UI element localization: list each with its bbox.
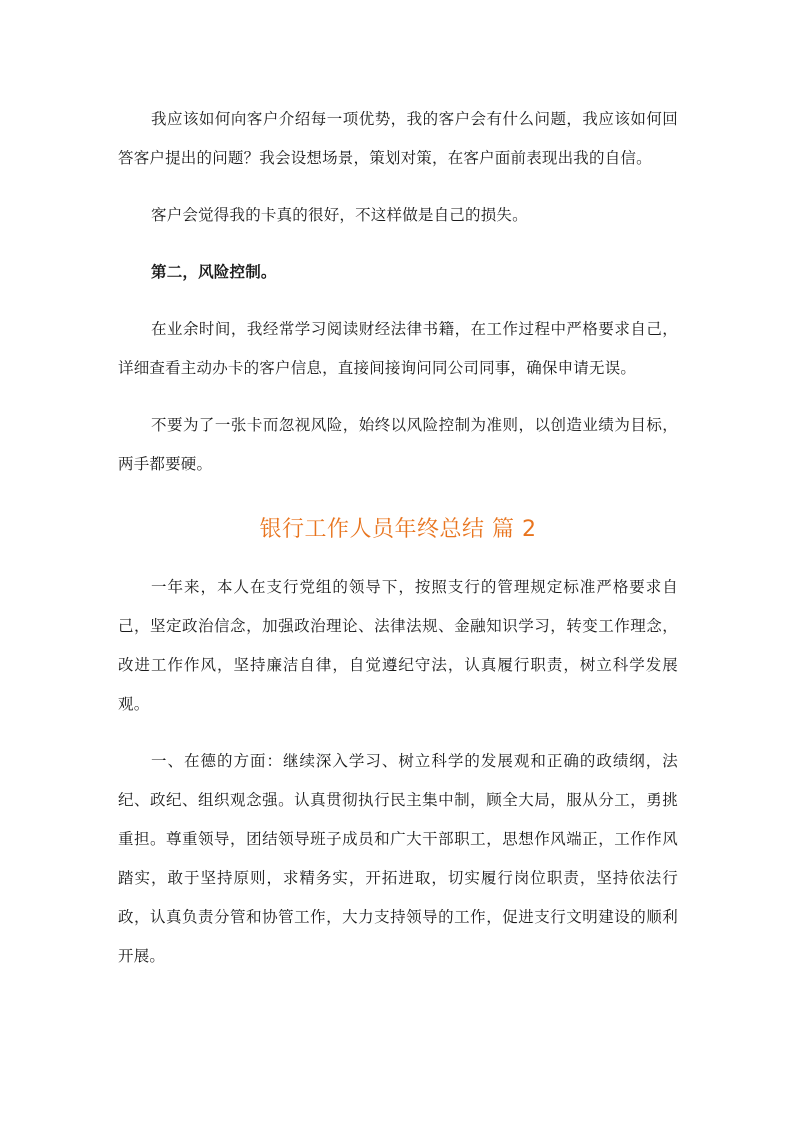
paragraph-spare-time-study: 在业余时间，我经常学习阅读财经法律书籍，在工作过程中严格要求自己，详细查看主动办卡的客户信息，直接间接询问同公司同事，确保申请无误。 bbox=[118, 320, 678, 377]
paragraph-customer-questions: 我应该如何向客户介绍每一项优势，我的客户会有什么问题，我应该如何回答客户提出的问题？我会设想场景，策划对策，在客户面前表现出我的自信。 bbox=[118, 110, 678, 167]
paragraph-customer-feeling: 客户会觉得我的卡真的很好，不这样做是自己的损失。 bbox=[151, 206, 528, 224]
paragraph-risk-principle: 不要为了一张卡而忽视风险，始终以风险控制为准则，以创造业绩为目标，两手都要硬。 bbox=[118, 416, 678, 473]
paragraph-year-summary: 一年来，本人在支行党组的领导下，按照支行的管理规定标准严格要求自己，坚定政治信念，加强政治理论、法律法规、金融知识学习，转变工作理念，改进工作作风，坚持廉洁自律，自觉遵纪守法，认真履行职责，树立科学发展观。 bbox=[118, 578, 678, 713]
subheading-risk-control: 第二，风险控制。 bbox=[151, 263, 277, 281]
section-title: 银行工作人员年终总结 篇 2 bbox=[259, 517, 537, 542]
paragraph-morality: 一、在德的方面：继续深入学习、树立科学的发展观和正确的政绩纲，法纪、政纪、组织观念强。认真贯彻执行民主集中制，顾全大局，服从分工，勇挑重担。尊重领导，团结领导班子成员和广大干部职工，思想作风端正，工作作风踏实，敢于坚持原则，求精务实，开拓进取，切实履行岗位职责，坚持依法行政，认真负责分管和协管工作，大力支持领导的工作，促进支行文明建设的顺利开展。 bbox=[118, 752, 678, 965]
document-page bbox=[118, 100, 678, 976]
